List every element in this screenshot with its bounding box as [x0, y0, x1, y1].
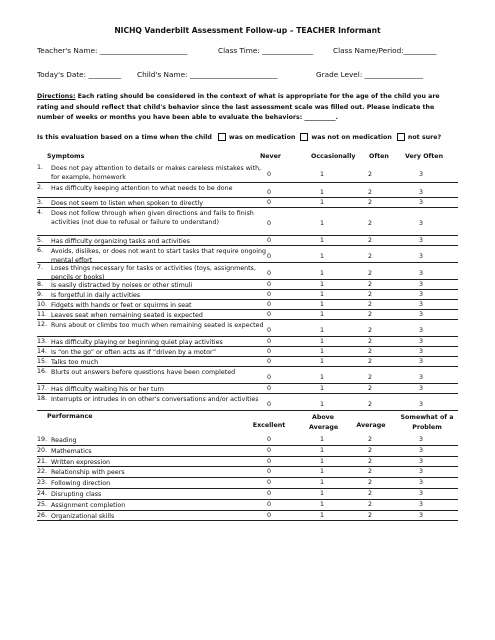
rating-option[interactable]: 3: [418, 468, 423, 476]
rating-option[interactable]: 1: [319, 348, 324, 355]
rating-option[interactable]: 1: [319, 457, 324, 465]
rating-option[interactable]: 2: [367, 468, 372, 476]
item-text: Interrupts or intrudes in on other's conversations and/or activities: [51, 396, 259, 403]
rating-option[interactable]: 3: [418, 237, 423, 244]
table-row: [37, 489, 458, 500]
table-row: [37, 467, 458, 478]
item-number: 19.: [37, 436, 48, 443]
rating-option[interactable]: 1: [319, 199, 324, 206]
rating-option[interactable]: 3: [418, 374, 423, 381]
item-number: 13.: [37, 338, 48, 345]
item-text: Talks too much: [51, 359, 99, 366]
child-name-field[interactable]: Child's Name: ________________________: [137, 70, 278, 79]
item-number: 8.: [37, 281, 44, 288]
item-text: Is easily distracted by noises or other stimuli: [51, 282, 193, 289]
item-text: Does not follow through when given directions and fails to finish activities (not due to refusal or failure to understand): [51, 210, 254, 226]
rating-option[interactable]: 0: [266, 338, 271, 345]
item-number: 21.: [37, 457, 48, 465]
rating-option[interactable]: 2: [367, 199, 372, 206]
item-number: 26.: [37, 511, 48, 519]
rating-option[interactable]: 1: [319, 479, 324, 487]
rating-option[interactable]: 1: [319, 511, 324, 519]
rating-option[interactable]: 0: [266, 490, 271, 497]
item-text: Following direction: [51, 480, 111, 488]
col-somewhat-problem: Somewhat of a Problem: [400, 414, 454, 431]
col-above-average: Above Average: [309, 414, 339, 431]
rating-option[interactable]: 2: [367, 301, 372, 308]
teacher-name-field[interactable]: Teacher's Name: ________________________: [37, 46, 188, 55]
item-text: Fidgets with hands or feet or squirms in seat: [51, 302, 192, 309]
col-excellent: Excellent: [252, 422, 286, 429]
rating-option[interactable]: 0: [266, 220, 271, 227]
rating-option[interactable]: 2: [367, 511, 372, 519]
directions-label: Directions:: [37, 93, 76, 100]
rating-option[interactable]: 1: [319, 311, 324, 318]
rating-option[interactable]: 3: [418, 220, 423, 227]
rating-option[interactable]: 3: [418, 338, 423, 345]
class-name-field[interactable]: Class Name/Period:_________: [333, 46, 437, 55]
directions-body: Each rating should be considered in the context of what is appropriate for the age of the child you are rating and should reflect that child's behavior since the last assessment scale was filled out. Please indicate the number of weeks or months you have been able to evaluate the behaviors: __________.: [37, 93, 440, 121]
item-text: Does not pay attention to details or makes careless mistakes with, for example, homework: [51, 165, 262, 181]
rating-option[interactable]: 1: [319, 468, 324, 476]
table-row: [37, 300, 458, 310]
table-row: [37, 236, 458, 246]
item-number: 2.: [37, 184, 44, 191]
rating-option[interactable]: 1: [319, 281, 324, 288]
rating-option[interactable]: 2: [367, 500, 372, 508]
rating-option[interactable]: 0: [266, 511, 271, 519]
rating-option[interactable]: 0: [266, 253, 271, 260]
rating-option[interactable]: 1: [319, 446, 324, 454]
table-row: [37, 183, 458, 198]
table-row: [37, 446, 458, 457]
rating-option[interactable]: 1: [319, 171, 324, 178]
rating-option[interactable]: 2: [367, 401, 372, 408]
rating-option[interactable]: 0: [266, 237, 271, 244]
rating-option[interactable]: 2: [367, 171, 372, 178]
rating-option[interactable]: 2: [367, 311, 372, 318]
not-sure-checkbox[interactable]: [397, 133, 405, 141]
rating-option[interactable]: 0: [266, 385, 271, 392]
rating-option[interactable]: 3: [418, 500, 423, 508]
rating-option[interactable]: 3: [418, 348, 423, 355]
rating-option[interactable]: 1: [319, 358, 324, 365]
rating-option[interactable]: 1: [319, 338, 324, 345]
rating-option[interactable]: 1: [319, 327, 324, 334]
rating-option[interactable]: 0: [266, 436, 271, 443]
item-number: 20.: [37, 446, 48, 454]
rating-option[interactable]: 3: [418, 511, 423, 519]
item-number: 22.: [37, 468, 48, 476]
on-medication-label: was on medication: [228, 133, 296, 141]
item-text: Blurts out answers before questions have been completed: [51, 369, 236, 376]
rating-option[interactable]: 1: [319, 436, 324, 443]
table-row: [37, 435, 458, 446]
rating-option[interactable]: 3: [418, 199, 423, 206]
on-medication-checkbox[interactable]: [218, 133, 226, 141]
item-text: Does not seem to listen when spoken to directly: [51, 200, 204, 207]
item-number: 6.: [37, 247, 44, 254]
rating-option[interactable]: 3: [418, 291, 423, 298]
table-row: [37, 500, 458, 511]
rating-option[interactable]: 0: [266, 311, 271, 318]
rating-option[interactable]: 2: [367, 327, 372, 334]
rating-option[interactable]: 3: [418, 253, 423, 260]
rating-option[interactable]: 2: [367, 281, 372, 288]
rating-option[interactable]: 1: [319, 291, 324, 298]
item-text: Leaves seat when remaining seated is expected: [51, 312, 203, 319]
rating-option[interactable]: 0: [266, 189, 271, 196]
not-on-medication-label: was not on medication: [311, 133, 392, 141]
rating-option[interactable]: 3: [418, 457, 423, 465]
rating-option[interactable]: 3: [418, 401, 423, 408]
rating-option[interactable]: 2: [367, 457, 372, 465]
rating-option[interactable]: 2: [367, 436, 372, 443]
item-text: Organizational skills: [51, 512, 115, 520]
item-text: Reading: [51, 437, 77, 444]
col-never: Never: [260, 153, 282, 160]
directions-text: [37, 92, 460, 124]
rating-option[interactable]: 0: [266, 374, 271, 381]
table-row: [37, 384, 458, 394]
table-row: [37, 357, 458, 367]
table-row: [37, 246, 458, 263]
rating-option[interactable]: 1: [319, 374, 324, 381]
table-row: [37, 263, 458, 280]
item-number: 25.: [37, 500, 48, 508]
item-number: 10.: [37, 301, 48, 308]
rating-option[interactable]: 0: [266, 327, 271, 334]
item-text: Has difficulty organizing tasks and activities: [51, 238, 190, 245]
rating-option[interactable]: 1: [319, 490, 324, 497]
table-row: [37, 290, 458, 300]
rating-option[interactable]: 3: [418, 270, 423, 277]
rating-option[interactable]: 0: [266, 468, 271, 476]
item-number: 23.: [37, 479, 48, 487]
table-row: [37, 337, 458, 347]
rating-option[interactable]: 3: [418, 189, 423, 196]
item-number: 18.: [37, 395, 48, 402]
rating-option[interactable]: 1: [319, 189, 324, 196]
table-row: [37, 367, 458, 384]
rating-option[interactable]: 3: [418, 311, 423, 318]
rating-option[interactable]: 1: [319, 237, 324, 244]
rating-option[interactable]: 3: [418, 479, 423, 487]
item-number: 17.: [37, 385, 48, 392]
item-text: Loses things necessary for tasks or activities (toys, assignments, pencils or books): [51, 265, 256, 281]
item-text: Has difficulty playing or beginning quiet play activities: [51, 339, 223, 346]
grade-level-field[interactable]: Grade Level: ________________: [316, 70, 423, 79]
rating-option[interactable]: 0: [266, 446, 271, 454]
rating-option[interactable]: 3: [418, 301, 423, 308]
not-on-medication-checkbox[interactable]: [300, 133, 308, 141]
table-row: [37, 347, 458, 357]
rating-option[interactable]: 0: [266, 358, 271, 365]
item-number: 1.: [37, 164, 44, 171]
item-number: 9.: [37, 291, 44, 298]
item-number: 4.: [37, 209, 44, 216]
not-sure-label: not sure?: [407, 133, 442, 141]
item-number: 5.: [37, 237, 44, 244]
col-average: Average: [356, 422, 386, 429]
rating-option[interactable]: 2: [367, 374, 372, 381]
table-row: [37, 163, 458, 183]
rating-option[interactable]: 2: [367, 490, 372, 497]
item-number: 12.: [37, 321, 48, 328]
performance-header: Performance: [47, 413, 93, 420]
rating-option[interactable]: 2: [367, 220, 372, 227]
item-text: Has difficulty waiting his or her turn: [51, 386, 164, 393]
rating-option[interactable]: 0: [266, 301, 271, 308]
item-text: Avoids, dislikes, or does not want to start tasks that require ongoing mental effort: [51, 248, 267, 264]
table-row: [37, 320, 458, 337]
rating-option[interactable]: 1: [319, 401, 324, 408]
rating-option[interactable]: 3: [418, 327, 423, 334]
rating-option[interactable]: 0: [266, 291, 271, 298]
item-text: Has difficulty keeping attention to what needs to be done: [51, 185, 233, 192]
table-row: [37, 478, 458, 489]
rating-option[interactable]: 3: [418, 171, 423, 178]
item-text: Is “on the go” or often acts as if “driven by a motor”: [51, 349, 217, 356]
col-occasionally: Occasionally: [311, 153, 356, 160]
item-number: 3.: [37, 199, 44, 206]
table-row: [37, 394, 458, 411]
rating-option[interactable]: 2: [367, 270, 372, 277]
rating-option[interactable]: 0: [266, 348, 271, 355]
col-often: Often: [369, 153, 389, 160]
rating-option[interactable]: 2: [367, 237, 372, 244]
rating-option[interactable]: 0: [266, 199, 271, 206]
rating-option[interactable]: 2: [367, 348, 372, 355]
item-number: 7.: [37, 264, 44, 271]
rating-option[interactable]: 3: [418, 490, 423, 497]
rating-option[interactable]: 0: [266, 457, 271, 465]
table-row: [37, 208, 458, 236]
form-title: NICHQ Vanderbilt Assessment Follow-up – TEACHER Informant: [114, 26, 381, 35]
rating-option[interactable]: 2: [367, 291, 372, 298]
symptoms-header: Symptoms: [47, 153, 85, 160]
item-number: 15.: [37, 358, 48, 365]
date-field[interactable]: Today's Date: _________: [37, 70, 122, 79]
item-number: 11.: [37, 311, 48, 318]
rating-table: [37, 152, 458, 572]
rating-option[interactable]: 0: [266, 270, 271, 277]
item-text: Is forgetful in daily activities: [51, 292, 141, 299]
table-row: [37, 457, 458, 468]
rating-option[interactable]: 1: [319, 385, 324, 392]
table-row: [37, 198, 458, 208]
rating-option[interactable]: 2: [367, 446, 372, 454]
rating-option[interactable]: 2: [367, 479, 372, 487]
rating-option[interactable]: 3: [418, 446, 423, 454]
rating-option[interactable]: 0: [266, 401, 271, 408]
rating-option[interactable]: 3: [418, 281, 423, 288]
medication-question: [37, 133, 441, 141]
item-text: Relationship with peers: [51, 469, 125, 477]
table-row: [37, 310, 458, 320]
item-number: 24.: [37, 490, 48, 497]
item-number: 14.: [37, 348, 48, 355]
rating-option[interactable]: 2: [367, 189, 372, 196]
rating-option[interactable]: 1: [319, 253, 324, 260]
item-text: Runs about or climbs too much when remaining seated is expected: [51, 322, 264, 329]
item-text: Assignment completion: [51, 501, 126, 509]
rating-option[interactable]: 0: [266, 479, 271, 487]
col-very-often: Very Often: [405, 153, 444, 160]
rating-option[interactable]: 3: [418, 436, 423, 443]
item-number: 16.: [37, 368, 48, 375]
item-text: Written expression: [51, 458, 111, 466]
rating-option[interactable]: 1: [319, 500, 324, 508]
rating-option[interactable]: 0: [266, 281, 271, 288]
rating-option[interactable]: 1: [319, 270, 324, 277]
rating-option[interactable]: 2: [367, 358, 372, 365]
item-text: Disrupting class: [51, 491, 102, 498]
rating-option[interactable]: 2: [367, 253, 372, 260]
table-row: [37, 511, 458, 522]
rating-option[interactable]: 2: [367, 385, 372, 392]
item-text: Mathematics: [51, 447, 92, 455]
class-time-field[interactable]: Class Time: ______________: [218, 46, 314, 55]
rating-option[interactable]: 3: [418, 385, 423, 392]
rating-option[interactable]: 1: [319, 301, 324, 308]
rating-option[interactable]: 3: [418, 358, 423, 365]
rating-option[interactable]: 2: [367, 338, 372, 345]
rating-option[interactable]: 0: [266, 500, 271, 508]
table-row: [37, 280, 458, 290]
rating-option[interactable]: 0: [266, 171, 271, 178]
question-text: Is this evaluation based on a time when the child: [37, 133, 212, 141]
rating-option[interactable]: 1: [319, 220, 324, 227]
